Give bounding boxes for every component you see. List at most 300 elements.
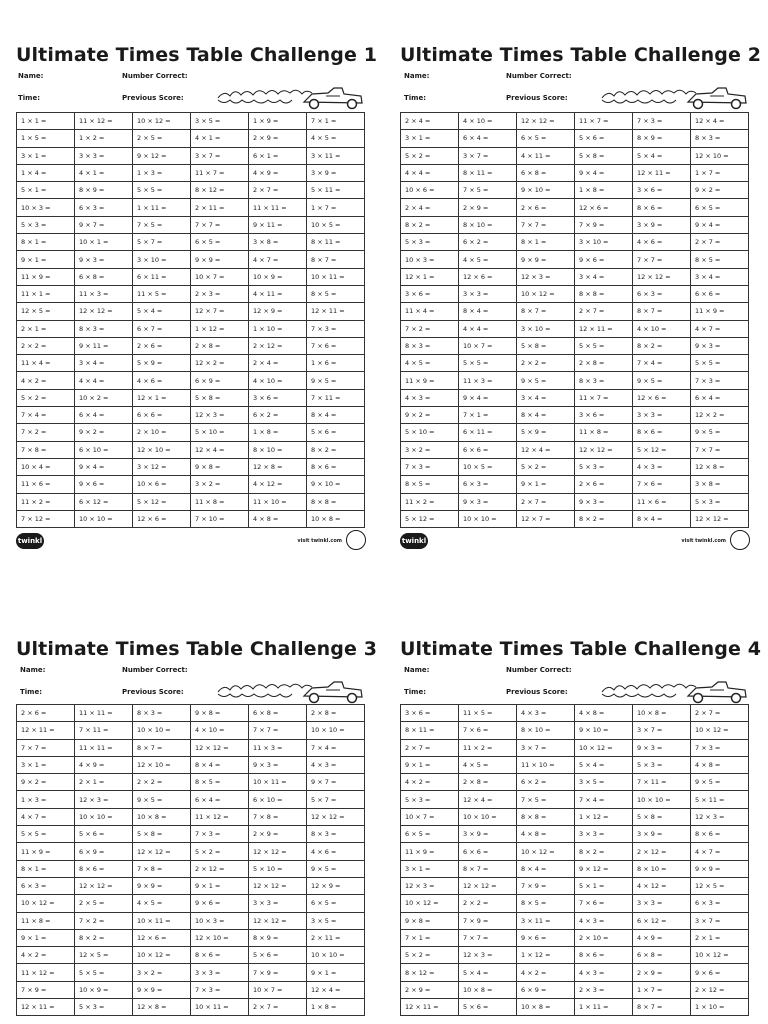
times-table-cell[interactable]: 4 × 1 = [75, 164, 133, 181]
times-table-cell[interactable]: 2 × 5 = [75, 895, 133, 912]
times-table-cell[interactable]: 2 × 12 = [691, 981, 749, 998]
times-table-cell[interactable]: 10 × 10 = [307, 722, 365, 739]
times-table-cell[interactable]: 9 × 8 = [401, 912, 459, 929]
times-table-cell[interactable]: 1 × 3 = [133, 164, 191, 181]
times-table-cell[interactable]: 8 × 3 = [75, 320, 133, 337]
times-table-cell[interactable]: 5 × 11 = [307, 182, 365, 199]
times-table-cell[interactable]: 10 × 12 = [575, 739, 633, 756]
times-table-cell[interactable]: 11 × 9 = [401, 843, 459, 860]
times-table-cell[interactable]: 11 × 9 = [17, 843, 75, 860]
times-table-cell[interactable]: 6 × 10 = [75, 441, 133, 458]
times-table-cell[interactable]: 12 × 8 = [691, 458, 749, 475]
times-table-cell[interactable]: 10 × 12 = [401, 895, 459, 912]
times-table-cell[interactable]: 2 × 6 = [517, 199, 575, 216]
times-table-cell[interactable]: 5 × 8 = [517, 337, 575, 354]
times-table-cell[interactable]: 10 × 8 = [133, 808, 191, 825]
times-table-cell[interactable]: 8 × 7 = [459, 860, 517, 877]
times-table-cell[interactable]: 9 × 4 = [691, 216, 749, 233]
times-table-cell[interactable]: 5 × 6 = [459, 999, 517, 1016]
times-table-cell[interactable]: 7 × 7 = [191, 216, 249, 233]
times-table-cell[interactable]: 5 × 11 = [691, 791, 749, 808]
times-table-cell[interactable]: 7 × 5 = [133, 216, 191, 233]
times-table-cell[interactable]: 5 × 9 = [133, 355, 191, 372]
times-table-cell[interactable]: 11 × 12 = [17, 964, 75, 981]
times-table-cell[interactable]: 10 × 12 = [133, 947, 191, 964]
times-table-cell[interactable]: 6 × 5 = [517, 130, 575, 147]
times-table-cell[interactable]: 10 × 12 = [691, 722, 749, 739]
times-table-cell[interactable]: 8 × 1 = [17, 860, 75, 877]
times-table-cell[interactable]: 9 × 6 = [191, 895, 249, 912]
times-table-cell[interactable]: 2 × 3 = [575, 981, 633, 998]
times-table-cell[interactable]: 9 × 4 = [575, 164, 633, 181]
times-table-cell[interactable]: 4 × 3 = [575, 964, 633, 981]
times-table-cell[interactable]: 4 × 4 = [75, 372, 133, 389]
times-table-cell[interactable]: 3 × 8 = [249, 234, 307, 251]
times-table-cell[interactable]: 6 × 6 = [459, 843, 517, 860]
times-table-cell[interactable]: 3 × 2 = [191, 476, 249, 493]
times-table-cell[interactable]: 6 × 6 = [133, 407, 191, 424]
times-table-cell[interactable]: 1 × 12 = [191, 320, 249, 337]
times-table-cell[interactable]: 9 × 3 = [633, 739, 691, 756]
times-table-cell[interactable]: 10 × 1 = [75, 234, 133, 251]
times-table-cell[interactable]: 4 × 9 = [75, 756, 133, 773]
times-table-cell[interactable]: 3 × 3 = [633, 895, 691, 912]
times-table-cell[interactable]: 5 × 7 = [133, 234, 191, 251]
times-table-cell[interactable]: 10 × 10 = [307, 947, 365, 964]
times-table-cell[interactable]: 4 × 6 = [133, 372, 191, 389]
times-table-cell[interactable]: 2 × 2 = [17, 337, 75, 354]
times-table-cell[interactable]: 2 × 8 = [575, 355, 633, 372]
times-table-cell[interactable]: 1 × 2 = [75, 130, 133, 147]
times-table-cell[interactable]: 3 × 6 = [575, 407, 633, 424]
times-table-cell[interactable]: 5 × 10 = [191, 424, 249, 441]
times-table-cell[interactable]: 8 × 4 = [517, 860, 575, 877]
times-table-cell[interactable]: 5 × 5 = [17, 826, 75, 843]
times-table-cell[interactable]: 5 × 8 = [575, 147, 633, 164]
times-table-cell[interactable]: 6 × 9 = [517, 981, 575, 998]
times-table-cell[interactable]: 8 × 4 = [191, 756, 249, 773]
times-table-cell[interactable]: 8 × 4 = [517, 407, 575, 424]
times-table-cell[interactable]: 2 × 8 = [459, 774, 517, 791]
times-table-cell[interactable]: 9 × 6 = [575, 251, 633, 268]
times-table-cell[interactable]: 3 × 3 = [249, 895, 307, 912]
times-table-cell[interactable]: 2 × 7 = [691, 705, 749, 722]
times-table-cell[interactable]: 7 × 3 = [401, 458, 459, 475]
times-table-cell[interactable]: 9 × 11 = [249, 216, 307, 233]
times-table-cell[interactable]: 8 × 10 = [249, 441, 307, 458]
times-table-cell[interactable]: 9 × 5 = [633, 372, 691, 389]
times-table-cell[interactable]: 12 × 12 = [249, 912, 307, 929]
times-table-cell[interactable]: 11 × 9 = [691, 303, 749, 320]
times-table-cell[interactable]: 10 × 10 = [75, 808, 133, 825]
times-table-cell[interactable]: 3 × 10 = [133, 251, 191, 268]
times-table-cell[interactable]: 7 × 1 = [307, 113, 365, 130]
times-table-cell[interactable]: 8 × 9 = [633, 130, 691, 147]
times-table-cell[interactable]: 2 × 12 = [191, 860, 249, 877]
times-table-cell[interactable]: 10 × 2 = [75, 389, 133, 406]
times-table-cell[interactable]: 3 × 5 = [191, 113, 249, 130]
times-table-cell[interactable]: 4 × 9 = [633, 929, 691, 946]
times-table-cell[interactable]: 2 × 6 = [133, 337, 191, 354]
times-table-cell[interactable]: 12 × 12 = [307, 808, 365, 825]
times-table-cell[interactable]: 6 × 6 = [691, 285, 749, 302]
times-table-cell[interactable]: 10 × 12 = [517, 843, 575, 860]
times-table-cell[interactable]: 10 × 4 = [17, 458, 75, 475]
times-table-cell[interactable]: 8 × 9 = [75, 182, 133, 199]
times-table-cell[interactable]: 3 × 9 = [307, 164, 365, 181]
times-table-cell[interactable]: 10 × 12 = [517, 285, 575, 302]
times-table-cell[interactable]: 9 × 5 = [133, 791, 191, 808]
times-table-cell[interactable]: 12 × 5 = [75, 947, 133, 964]
times-table-cell[interactable]: 3 × 4 = [575, 268, 633, 285]
times-table-cell[interactable]: 4 × 10 = [633, 320, 691, 337]
times-table-cell[interactable]: 10 × 11 = [191, 999, 249, 1016]
times-table-cell[interactable]: 11 × 11 = [75, 739, 133, 756]
times-table-cell[interactable]: 3 × 6 = [633, 182, 691, 199]
times-table-cell[interactable]: 1 × 7 = [691, 164, 749, 181]
times-table-cell[interactable]: 12 × 6 = [459, 268, 517, 285]
times-table-cell[interactable]: 12 × 5 = [17, 303, 75, 320]
times-table-cell[interactable]: 1 × 4 = [17, 164, 75, 181]
times-table-cell[interactable]: 8 × 8 = [307, 493, 365, 510]
times-table-cell[interactable]: 8 × 3 = [401, 337, 459, 354]
times-table-cell[interactable]: 8 × 6 = [691, 826, 749, 843]
times-table-cell[interactable]: 4 × 5 = [401, 355, 459, 372]
times-table-cell[interactable]: 4 × 7 = [691, 320, 749, 337]
times-table-cell[interactable]: 11 × 11 = [249, 199, 307, 216]
times-table-cell[interactable]: 12 × 2 = [191, 355, 249, 372]
times-table-cell[interactable]: 12 × 4 = [191, 441, 249, 458]
times-table-cell[interactable]: 3 × 1 = [17, 147, 75, 164]
times-table-cell[interactable]: 11 × 10 = [517, 756, 575, 773]
times-table-cell[interactable]: 4 × 4 = [401, 164, 459, 181]
times-table-cell[interactable]: 8 × 11 = [307, 234, 365, 251]
times-table-cell[interactable]: 3 × 5 = [575, 774, 633, 791]
times-table-cell[interactable]: 11 × 10 = [249, 493, 307, 510]
times-table-cell[interactable]: 10 × 11 = [249, 774, 307, 791]
times-table-cell[interactable]: 10 × 7 = [459, 337, 517, 354]
times-table-cell[interactable]: 10 × 12 = [691, 947, 749, 964]
times-table-cell[interactable]: 12 × 11 = [633, 164, 691, 181]
times-table-cell[interactable]: 2 × 10 = [575, 929, 633, 946]
times-table-cell[interactable]: 10 × 12 = [133, 113, 191, 130]
times-table-cell[interactable]: 5 × 8 = [191, 389, 249, 406]
times-table-cell[interactable]: 1 × 9 = [249, 113, 307, 130]
times-table-cell[interactable]: 4 × 5 = [133, 895, 191, 912]
times-table-cell[interactable]: 6 × 6 = [459, 441, 517, 458]
times-table-cell[interactable]: 12 × 2 = [691, 407, 749, 424]
times-table-cell[interactable]: 1 × 8 = [575, 182, 633, 199]
times-table-cell[interactable]: 9 × 6 = [517, 929, 575, 946]
times-table-cell[interactable]: 9 × 5 = [307, 372, 365, 389]
times-table-cell[interactable]: 3 × 7 = [691, 912, 749, 929]
times-table-cell[interactable]: 4 × 12 = [633, 877, 691, 894]
times-table-cell[interactable]: 5 × 5 = [459, 355, 517, 372]
times-table-cell[interactable]: 5 × 10 = [401, 424, 459, 441]
times-table-cell[interactable]: 3 × 1 = [17, 756, 75, 773]
times-table-cell[interactable]: 9 × 8 = [191, 705, 249, 722]
times-table-cell[interactable]: 2 × 6 = [575, 476, 633, 493]
times-table-cell[interactable]: 9 × 5 = [307, 860, 365, 877]
times-table-cell[interactable]: 9 × 1 = [401, 756, 459, 773]
times-table-cell[interactable]: 6 × 4 = [75, 407, 133, 424]
times-table-cell[interactable]: 6 × 1 = [249, 147, 307, 164]
times-table-cell[interactable]: 4 × 10 = [249, 372, 307, 389]
times-table-cell[interactable]: 7 × 4 = [575, 791, 633, 808]
times-table-cell[interactable]: 4 × 6 = [307, 843, 365, 860]
times-table-cell[interactable]: 7 × 7 = [517, 216, 575, 233]
times-table-cell[interactable]: 9 × 9 = [191, 251, 249, 268]
times-table-cell[interactable]: 4 × 3 = [401, 389, 459, 406]
times-table-cell[interactable]: 11 × 7 = [191, 164, 249, 181]
times-table-cell[interactable]: 7 × 3 = [191, 981, 249, 998]
times-table-cell[interactable]: 7 × 5 = [459, 182, 517, 199]
times-table-cell[interactable]: 2 × 1 = [17, 320, 75, 337]
times-table-cell[interactable]: 5 × 5 = [575, 337, 633, 354]
times-table-cell[interactable]: 4 × 11 = [249, 285, 307, 302]
times-table-cell[interactable]: 12 × 12 = [75, 877, 133, 894]
times-table-cell[interactable]: 8 × 11 = [401, 722, 459, 739]
times-table-cell[interactable]: 8 × 2 = [575, 510, 633, 527]
times-table-cell[interactable]: 12 × 8 = [133, 999, 191, 1016]
times-table-cell[interactable]: 4 × 3 = [307, 756, 365, 773]
times-table-cell[interactable]: 6 × 8 = [633, 947, 691, 964]
times-table-cell[interactable]: 4 × 3 = [633, 458, 691, 475]
times-table-cell[interactable]: 9 × 2 = [75, 424, 133, 441]
times-table-cell[interactable]: 12 × 9 = [249, 303, 307, 320]
times-table-cell[interactable]: 8 × 5 = [191, 774, 249, 791]
times-table-cell[interactable]: 12 × 3 = [75, 791, 133, 808]
times-table-cell[interactable]: 4 × 7 = [691, 843, 749, 860]
times-table-cell[interactable]: 7 × 4 = [17, 407, 75, 424]
times-table-cell[interactable]: 2 × 2 = [517, 355, 575, 372]
times-table-cell[interactable]: 8 × 5 = [517, 895, 575, 912]
times-table-cell[interactable]: 4 × 5 = [459, 251, 517, 268]
times-table-cell[interactable]: 8 × 7 = [633, 303, 691, 320]
times-table-cell[interactable]: 3 × 10 = [575, 234, 633, 251]
times-table-cell[interactable]: 10 × 12 = [17, 895, 75, 912]
times-table-cell[interactable]: 3 × 2 = [133, 964, 191, 981]
times-table-cell[interactable]: 12 × 11 = [575, 320, 633, 337]
times-table-cell[interactable]: 11 × 5 = [459, 705, 517, 722]
times-table-cell[interactable]: 1 × 3 = [17, 791, 75, 808]
times-table-cell[interactable]: 2 × 12 = [249, 337, 307, 354]
times-table-cell[interactable]: 3 × 6 = [249, 389, 307, 406]
times-table-cell[interactable]: 11 × 8 = [17, 912, 75, 929]
times-table-cell[interactable]: 5 × 3 = [401, 234, 459, 251]
times-table-cell[interactable]: 6 × 9 = [75, 843, 133, 860]
times-table-cell[interactable]: 8 × 3 = [575, 372, 633, 389]
times-table-cell[interactable]: 2 × 7 = [249, 182, 307, 199]
times-table-cell[interactable]: 5 × 2 = [17, 389, 75, 406]
times-table-cell[interactable]: 5 × 1 = [575, 877, 633, 894]
times-table-cell[interactable]: 7 × 3 = [691, 372, 749, 389]
times-table-cell[interactable]: 5 × 10 = [249, 860, 307, 877]
times-table-cell[interactable]: 9 × 10 = [517, 182, 575, 199]
times-table-cell[interactable]: 12 × 10 = [133, 441, 191, 458]
times-table-cell[interactable]: 12 × 6 = [575, 199, 633, 216]
times-table-cell[interactable]: 5 × 3 = [633, 756, 691, 773]
times-table-cell[interactable]: 2 × 8 = [307, 705, 365, 722]
times-table-cell[interactable]: 7 × 7 = [459, 929, 517, 946]
times-table-cell[interactable]: 12 × 4 = [691, 113, 749, 130]
times-table-cell[interactable]: 8 × 2 = [633, 337, 691, 354]
times-table-cell[interactable]: 8 × 6 = [633, 199, 691, 216]
times-table-cell[interactable]: 9 × 6 = [691, 964, 749, 981]
times-table-cell[interactable]: 1 × 5 = [17, 130, 75, 147]
times-table-cell[interactable]: 7 × 3 = [691, 739, 749, 756]
times-table-cell[interactable]: 6 × 4 = [691, 389, 749, 406]
times-table-cell[interactable]: 12 × 12 = [249, 877, 307, 894]
times-table-cell[interactable]: 3 × 9 = [633, 826, 691, 843]
times-table-cell[interactable]: 9 × 6 = [75, 476, 133, 493]
times-table-cell[interactable]: 9 × 9 = [133, 981, 191, 998]
times-table-cell[interactable]: 10 × 11 = [307, 268, 365, 285]
times-table-cell[interactable]: 7 × 4 = [633, 355, 691, 372]
times-table-cell[interactable]: 6 × 11 = [133, 268, 191, 285]
times-table-cell[interactable]: 1 × 12 = [517, 947, 575, 964]
times-table-cell[interactable]: 3 × 2 = [401, 441, 459, 458]
times-table-cell[interactable]: 10 × 5 = [307, 216, 365, 233]
times-table-cell[interactable]: 7 × 11 = [633, 774, 691, 791]
times-table-cell[interactable]: 2 × 1 = [691, 929, 749, 946]
times-table-cell[interactable]: 12 × 12 = [459, 877, 517, 894]
times-table-cell[interactable]: 12 × 1 = [133, 389, 191, 406]
times-table-cell[interactable]: 6 × 3 = [17, 877, 75, 894]
times-table-cell[interactable]: 4 × 6 = [633, 234, 691, 251]
times-table-cell[interactable]: 10 × 10 = [459, 808, 517, 825]
times-table-cell[interactable]: 6 × 4 = [459, 130, 517, 147]
times-table-cell[interactable]: 3 × 6 = [401, 285, 459, 302]
times-table-cell[interactable]: 8 × 6 = [575, 947, 633, 964]
times-table-cell[interactable]: 5 × 2 = [401, 947, 459, 964]
times-table-cell[interactable]: 6 × 5 = [191, 234, 249, 251]
times-table-cell[interactable]: 3 × 3 = [633, 407, 691, 424]
times-table-cell[interactable]: 4 × 5 = [459, 756, 517, 773]
times-table-cell[interactable]: 9 × 1 = [307, 964, 365, 981]
times-table-cell[interactable]: 5 × 9 = [517, 424, 575, 441]
times-table-cell[interactable]: 7 × 9 = [517, 877, 575, 894]
times-table-cell[interactable]: 5 × 4 = [575, 756, 633, 773]
times-table-cell[interactable]: 2 × 4 = [401, 199, 459, 216]
times-table-cell[interactable]: 10 × 11 = [133, 912, 191, 929]
times-table-cell[interactable]: 6 × 10 = [249, 791, 307, 808]
times-table-cell[interactable]: 10 × 7 = [249, 981, 307, 998]
times-table-cell[interactable]: 12 × 4 = [307, 981, 365, 998]
times-table-cell[interactable]: 3 × 12 = [133, 458, 191, 475]
times-table-cell[interactable]: 2 × 7 = [517, 493, 575, 510]
times-table-cell[interactable]: 2 × 4 = [401, 113, 459, 130]
times-table-cell[interactable]: 7 × 2 = [401, 320, 459, 337]
times-table-cell[interactable]: 10 × 9 = [75, 981, 133, 998]
times-table-cell[interactable]: 9 × 4 = [75, 458, 133, 475]
times-table-cell[interactable]: 2 × 4 = [249, 355, 307, 372]
times-table-cell[interactable]: 10 × 8 = [633, 705, 691, 722]
times-table-cell[interactable]: 9 × 5 = [691, 424, 749, 441]
times-table-cell[interactable]: 11 × 7 = [575, 113, 633, 130]
times-table-cell[interactable]: 8 × 12 = [191, 182, 249, 199]
times-table-cell[interactable]: 9 × 5 = [691, 774, 749, 791]
times-table-cell[interactable]: 10 × 10 = [75, 510, 133, 527]
times-table-cell[interactable]: 4 × 2 = [17, 947, 75, 964]
times-table-cell[interactable]: 9 × 5 = [517, 372, 575, 389]
times-table-cell[interactable]: 2 × 7 = [249, 999, 307, 1016]
times-table-cell[interactable]: 8 × 2 = [75, 929, 133, 946]
times-table-cell[interactable]: 11 × 2 = [401, 493, 459, 510]
times-table-cell[interactable]: 4 × 2 = [401, 774, 459, 791]
times-table-cell[interactable]: 8 × 8 = [517, 808, 575, 825]
times-table-cell[interactable]: 8 × 7 = [133, 739, 191, 756]
times-table-cell[interactable]: 4 × 10 = [191, 722, 249, 739]
times-table-cell[interactable]: 9 × 3 = [459, 493, 517, 510]
times-table-cell[interactable]: 12 × 3 = [517, 268, 575, 285]
times-table-cell[interactable]: 11 × 3 = [249, 739, 307, 756]
times-table-cell[interactable]: 5 × 6 = [307, 424, 365, 441]
times-table-cell[interactable]: 1 × 12 = [575, 808, 633, 825]
times-table-cell[interactable]: 2 × 1 = [75, 774, 133, 791]
times-table-cell[interactable]: 4 × 9 = [249, 164, 307, 181]
times-table-cell[interactable]: 10 × 3 = [17, 199, 75, 216]
times-table-cell[interactable]: 7 × 8 = [133, 860, 191, 877]
times-table-cell[interactable]: 9 × 1 = [191, 877, 249, 894]
times-table-cell[interactable]: 11 × 4 = [17, 355, 75, 372]
times-table-cell[interactable]: 7 × 7 = [633, 251, 691, 268]
times-table-cell[interactable]: 7 × 3 = [633, 113, 691, 130]
times-table-cell[interactable]: 7 × 1 = [401, 929, 459, 946]
times-table-cell[interactable]: 2 × 9 = [633, 964, 691, 981]
times-table-cell[interactable]: 2 × 9 = [401, 981, 459, 998]
times-table-cell[interactable]: 9 × 3 = [75, 251, 133, 268]
times-table-cell[interactable]: 11 × 7 = [575, 389, 633, 406]
times-table-cell[interactable]: 11 × 5 = [133, 285, 191, 302]
times-table-cell[interactable]: 1 × 10 = [691, 999, 749, 1016]
times-table-cell[interactable]: 7 × 9 = [459, 912, 517, 929]
times-table-cell[interactable]: 6 × 9 = [191, 372, 249, 389]
times-table-cell[interactable]: 9 × 2 = [17, 774, 75, 791]
times-table-cell[interactable]: 11 × 6 = [17, 476, 75, 493]
times-table-cell[interactable]: 10 × 3 = [401, 251, 459, 268]
times-table-cell[interactable]: 12 × 9 = [307, 877, 365, 894]
times-table-cell[interactable]: 3 × 1 = [401, 860, 459, 877]
times-table-cell[interactable]: 3 × 4 = [517, 389, 575, 406]
times-table-cell[interactable]: 3 × 9 = [459, 826, 517, 843]
times-table-cell[interactable]: 2 × 2 = [459, 895, 517, 912]
times-table-cell[interactable]: 3 × 7 = [191, 147, 249, 164]
times-table-cell[interactable]: 5 × 4 = [133, 303, 191, 320]
times-table-cell[interactable]: 11 × 1 = [17, 285, 75, 302]
times-table-cell[interactable]: 5 × 2 = [517, 458, 575, 475]
times-table-cell[interactable]: 5 × 5 = [75, 964, 133, 981]
times-table-cell[interactable]: 8 × 4 = [459, 303, 517, 320]
times-table-cell[interactable]: 9 × 10 = [307, 476, 365, 493]
times-table-cell[interactable]: 8 × 10 = [459, 216, 517, 233]
times-table-cell[interactable]: 9 × 1 = [17, 251, 75, 268]
times-table-cell[interactable]: 7 × 12 = [17, 510, 75, 527]
times-table-cell[interactable]: 3 × 3 = [191, 964, 249, 981]
times-table-cell[interactable]: 7 × 3 = [307, 320, 365, 337]
times-table-cell[interactable]: 2 × 9 = [249, 826, 307, 843]
times-table-cell[interactable]: 8 × 7 = [633, 999, 691, 1016]
times-table-cell[interactable]: 11 × 12 = [75, 113, 133, 130]
times-table-cell[interactable]: 8 × 6 = [633, 424, 691, 441]
times-table-cell[interactable]: 12 × 10 = [133, 756, 191, 773]
times-table-cell[interactable]: 5 × 5 = [133, 182, 191, 199]
times-table-cell[interactable]: 12 × 12 = [133, 843, 191, 860]
times-table-cell[interactable]: 12 × 12 = [575, 441, 633, 458]
times-table-cell[interactable]: 2 × 10 = [133, 424, 191, 441]
times-table-cell[interactable]: 4 × 11 = [517, 147, 575, 164]
times-table-cell[interactable]: 10 × 9 = [249, 268, 307, 285]
